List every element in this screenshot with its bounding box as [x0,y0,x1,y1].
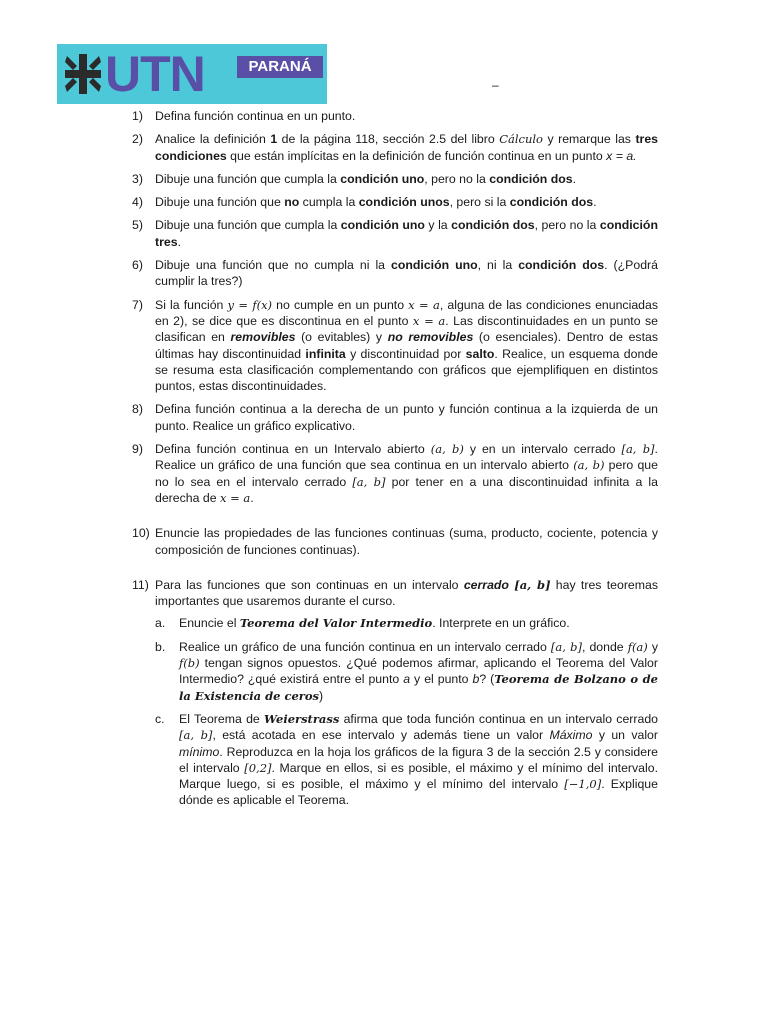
exercise-item [132,401,658,434]
exercise-item [132,171,658,187]
item-number: 4) [132,195,143,210]
item-italic: x = a. [606,148,637,163]
exercise-item [132,257,658,290]
item-number: 7) [132,297,143,312]
item-bold: condición tres [155,218,658,249]
sub-item-text: Enuncie el [179,616,240,631]
item-bold-italic: cerrado [463,577,509,592]
item-math: [a, b] [621,442,655,457]
exercise-item [132,217,658,250]
item-bold: condición uno [340,218,425,233]
exercise-item [132,297,658,395]
item-text: Dibuje una función que no cumpla ni la [155,258,392,273]
sub-item [155,639,658,704]
sub-item-text: ) [319,688,324,703]
item-number: 11) [132,577,149,592]
sub-item-math: f(a) [627,639,648,654]
item-text: Dibuje una función que cumpla la [155,218,341,233]
sub-item-text: . Reproduzca en la hoja los gráficos de la figura 3 de la sección 2.5 y considere el intervalo [179,744,658,775]
item-text: , alguna de las condiciones enunciadas en 2), se dice que es discontinua en el punto [155,297,658,328]
item-text: . [250,490,254,505]
item-text: , ni la [477,258,519,273]
item-text: . Las discontinuidades en un punto se clasifican en [155,313,658,345]
item-math: (a, b) [573,458,605,473]
item-bold: condición dos [509,195,594,210]
item-bold: condición uno [340,171,425,186]
item-number: 10) [132,526,150,541]
utn-emblem-icon [65,54,101,94]
sub-item-italic: Máximo [549,728,593,743]
item-text: Para las funciones que son continuas en un intervalo [155,577,464,592]
item-text: pero que no lo sea en el intervalo cerrado [155,458,658,489]
sub-item-math: f(b) [179,656,200,671]
item-math: [a, b] [352,474,386,489]
item-bold: tres condiciones [155,132,658,163]
item-text: , pero no la [534,218,600,233]
exercise-item [132,577,658,610]
sub-item-math: [a, b] [550,639,582,654]
sub-item-text: . Marque en ellos, si es posible, el máximo y el mínimo del intervalo. Marque luego, si es posible, el máximo y el mínimo del intervalo [179,760,658,792]
item-text: , pero si la [449,195,510,210]
sub-item-text: ? ( [479,672,495,687]
sub-item-math: [a, b] [179,728,213,743]
item-text: Defina función continua en un punto. [155,109,356,123]
exercise-item [132,441,658,506]
sub-item-math: [−1,0] [564,777,602,792]
logo-badge: PARANÁ [237,56,323,78]
item-text: . Realice, un esquema donde se resuma esta clasificación complementando con gráficos que ejemplifiquen en distintos puntos, estas discontinuidades. [155,346,658,394]
sub-item-text: , donde [582,639,628,654]
item-text: Dibuje una función que cumpla la [155,171,341,186]
sub-item-text: . Interprete en un gráfico. [432,616,570,631]
sub-item-letter: a. [155,616,166,631]
item-bold: condición uno [391,258,478,273]
item-text: que están implícitas en la definición de función continua en un punto [226,148,607,163]
sub-item-math: [0,2] [244,760,272,775]
item-bold: salto [465,346,495,361]
sub-item-bold-math: Teorema del Valor Intermedio [239,616,433,631]
item-text: Defina función continua en un Intervalo abierto [155,442,431,457]
item-bold: no [284,195,300,210]
sub-item-italic: b [472,672,480,687]
item-text: , pero no la [424,171,490,186]
item-number: 2) [132,132,143,147]
item-text: por tener en a una discontinuidad infinita a la derecha de [155,474,658,505]
sub-item-italic: mínimo [179,744,220,759]
sub-item-text: Realice un gráfico de una función continua en un intervalo cerrado [179,639,551,654]
exercise-item [132,131,658,164]
item-math: x = a [219,490,251,505]
sub-item-text: tengan signos opuestos. ¿Qué podemos afirmar, aplicando el Teorema del Valor Intermedio? ¿qué existirá entre el punto [179,656,658,687]
item-text: y remarque las [542,132,636,147]
item-text: Analice la definición [155,132,271,147]
item-math: Cálculo [499,132,543,147]
item-math: x = a [408,297,440,312]
item-number: 3) [132,171,143,186]
item-bold-math: [a, b] [514,577,551,592]
item-number: 1) [132,109,143,123]
item-text: de la página 118, sección 2.5 del libro [277,132,500,147]
item-text: . Realice un gráfico de una función que sea continua en un intervalo abierto [155,442,658,473]
header-dash: – [492,78,499,92]
item-text: (o evitables) y [295,330,388,345]
item-text: Enuncie las propiedades de las funciones continuas (suma, producto, cociente, potencia y composición de funciones continuas). [155,526,658,557]
sub-item-bold-math: Teorema de Bolzano o de la Existencia de ceros [179,672,658,703]
item-bold-italic: removibles [230,330,296,345]
item-bold: infinita [305,346,346,361]
item-bold: condición dos [518,258,605,273]
sub-item-text: . Explique dónde es aplicable el Teorema. [179,777,658,808]
item-number: 9) [132,442,143,457]
item-bold: condición dos [451,218,535,233]
item-text: . [593,195,597,210]
item-text: (o esenciales). Dentro de estas últimas hay discontinuidad [155,330,658,361]
item-number: 8) [132,402,143,417]
utn-parana-logo [57,44,327,104]
item-text: Dibuje una función que [155,195,285,210]
sub-item-text: El Teorema de [179,711,265,726]
item-text: no cumple en un punto [272,297,409,312]
item-bold: condición dos [489,171,573,186]
sub-item [155,711,658,809]
exercise-item [132,525,658,558]
sub-item-text: y el punto [410,672,473,687]
exercise-item [132,194,658,210]
item-math: x = a [412,313,446,328]
item-text: . (¿Podrá cumplir la tres?) [155,258,658,289]
sub-item-letter: c. [155,711,165,726]
item-text: . [572,171,577,186]
item-text: hay tres teoremas importantes que usaremos durante el curso. [155,577,658,609]
item-number: 5) [132,218,143,233]
sub-item-text: y [647,639,658,654]
sub-item-text: , está acotada en ese intervalo y además tiene un valor [212,728,550,743]
item-text: Si la función [155,297,228,312]
item-bold-italic: no removibles [387,330,474,345]
item-text: . [177,234,181,249]
sub-item [155,615,658,631]
item-text: y la [424,218,452,233]
sub-item-letter: b. [155,639,166,654]
item-bold: 1 [270,132,278,147]
item-text: cumpla la [299,195,359,210]
item-math: (a, b) [430,442,464,457]
item-text: y en un intervalo cerrado [463,442,622,457]
item-bold: condición unos [358,195,450,210]
item-math: y = f(x) [227,297,273,312]
sub-item-bold-math: Weierstrass [264,711,340,726]
sub-item-italic: a [403,672,411,687]
exercise-item [132,108,658,124]
logo-text: UTN [105,46,205,102]
sub-item-text: afirma que toda función continua en un intervalo cerrado [339,711,658,726]
sub-item-text: y un valor [592,728,658,743]
item-number: 6) [132,258,143,273]
exercise-list [132,108,658,809]
item-text: y discontinuidad por [345,346,466,361]
theorem-sublist [155,615,658,808]
item-text: Defina función continua a la derecha de un punto y función continua a la izquierda de un punto. Realice un gráfico explicativo. [155,402,658,433]
